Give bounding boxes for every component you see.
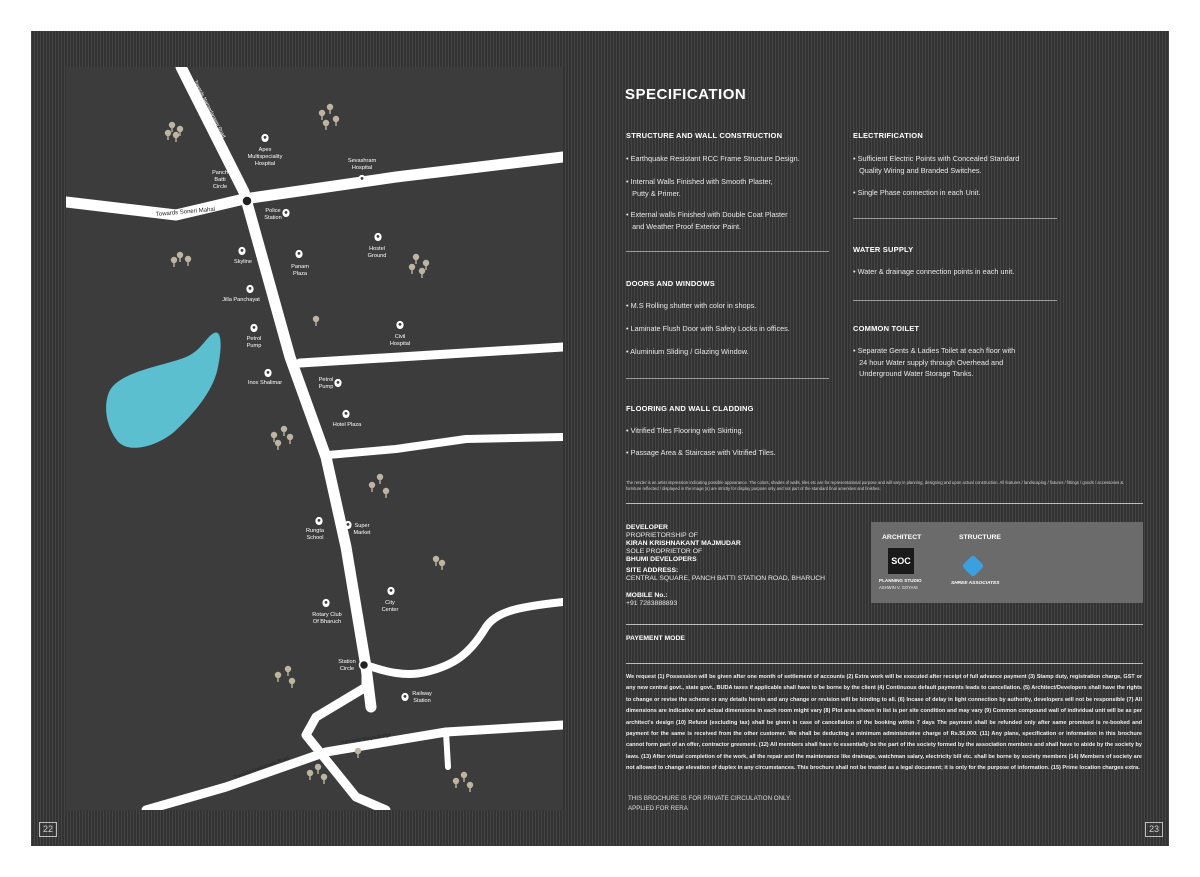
lake	[106, 332, 221, 447]
structure-label: STRUCTURE	[959, 534, 1001, 541]
toilet-heading: COMMON TOILET	[853, 324, 920, 333]
pin-petrol-2	[334, 379, 341, 387]
short-road-1	[446, 732, 448, 767]
label-petrol-pump-1: Petrol Pump	[246, 336, 262, 349]
payment-title: PAYEMENT MODE	[626, 635, 685, 642]
pin-hostel	[374, 233, 381, 241]
hotel-road	[328, 437, 563, 455]
mobile-number: +91 7283888893	[626, 600, 678, 607]
structure-item-2: • Internal Walls Finished with Smooth Plaster, Putty & Primer.	[626, 177, 773, 198]
developer-line2: SOLE PROPRIETOR OF	[626, 548, 703, 555]
structure-heading: STRUCTURE AND WALL CONSTRUCTION	[626, 131, 783, 140]
label-panch-batti: Panch Batti Circle	[212, 170, 228, 190]
map-drawing	[66, 67, 563, 810]
developer-name1: KIRAN KRISHNAKANT MAJMUDAR	[626, 540, 741, 547]
page-number-right: 23	[1145, 822, 1163, 837]
electrification-item-2: • Single Phase connection in each Unit.	[853, 188, 981, 197]
mobile-label: MOBILE No.:	[626, 592, 668, 599]
pin-hotel	[342, 410, 349, 418]
label-railway-station: Railway Station	[412, 691, 432, 704]
doors-heading: DOORS AND WINDOWS	[626, 279, 715, 288]
site-address: CENTRAL SQUARE, PANCH BATTI STATION ROAD, BHARUCH	[626, 575, 826, 582]
divider	[853, 300, 1057, 301]
civil-road	[300, 347, 563, 363]
developer-line1: PROPRIETORSHIP OF	[626, 532, 698, 539]
label-city-center: City Center	[381, 600, 399, 613]
architect-label: ARCHITECT	[882, 534, 922, 541]
divider	[626, 503, 1143, 504]
flooring-item-2: • Passage Area & Staircase with Vitrified Tiles.	[626, 448, 776, 457]
developer-block	[626, 524, 866, 608]
label-police-station: Police Station	[264, 208, 282, 221]
page-number-left: 22	[39, 822, 57, 837]
pin-police	[282, 209, 289, 217]
label-panam-plaza: Panam Plaza	[291, 264, 309, 277]
doors-item-3: • Aluminium Sliding / Glazing Window.	[626, 347, 749, 356]
label-skyline: Skyline	[233, 259, 253, 265]
station-circle	[360, 661, 369, 670]
label-petrol-pump-2: Petrol Pump	[318, 377, 334, 390]
label-station-circle: Station Circle	[338, 659, 356, 672]
spec-title: SPECIFICATION	[625, 86, 747, 103]
water-item-1: • Water & drainage connection points in each unit.	[853, 267, 1015, 276]
footer-line1: THIS BROCHURE IS FOR PRIVATE CIRCULATION ONLY.	[628, 795, 792, 802]
label-narmada-bridge: Narmada Maiya Bridge	[340, 732, 392, 746]
divider	[853, 218, 1057, 219]
divider	[626, 624, 1143, 625]
pin-city	[387, 587, 394, 595]
label-towards-narmadanagar: Towards Narmadanagar Road	[192, 79, 226, 139]
pin-jilla	[246, 285, 253, 293]
divider	[626, 378, 829, 379]
studio-name: PLANNING STUDIO	[879, 578, 922, 583]
label-hostel-ground: Hostel Ground	[367, 246, 387, 259]
pin-apex	[261, 134, 268, 142]
architect-person: ASHWIN V. GOYANI	[879, 585, 918, 590]
label-apex: Apex Multispeciality Hospital	[247, 147, 283, 167]
label-rotary-club: Rotary Club Of Bharuch	[312, 612, 342, 625]
payment-terms: We request (1) Possession will be given after one month of settlement of accounts (2) Extra work will be executed after receipt of full advance payment (3) Stamp duty, registration charge, GST or any new central govt., state govt., BUDA taxes if applicable shall have to be borne by the client (4) Continuous default payments leads to cancellation. (5) Architect/Developers shall have the rights to change or revise the scheme or any details herein and any change or revision will be binding to all. (6) Incase of delay in light connection by authority, developers will not be responsible (7) All dimensions are indicative and actual dimensions in each room might vary (8) Plot area shown in list is per site condition and may vary (9) Common compound wall of individual unit will be as per architect's design (10) Refund (excluding tax) shall be given in case of cancellation of the booking within 7 days The payment shall be refunded only after same promised is re-booked and payment for the same is received from the other customer. We shall be deducting a minimum administrative charge of Rs.50,000. (11) Any plans, specification or information in this brochure cannot form part of an offer, contractor greement. (12) All members shall have to essentially be the part of the society formed by the association members and shall have to abide by the society by laws. (13) After virtual completion of the work, all the repair and the maintenance like drainage, watchman salary, electricity bill etc. shall be borne by society members (14) Members of society are not allowed to change elevation of duplex in any circumstances. This brochure shall not be treated as a legal document; it is only for the purpose of information. (15) Prime location charges extra.	[626, 674, 1142, 772]
shree-associates: SHREE ASSOCIATES	[951, 581, 1000, 586]
footer-line2: APPLIED FOR RERA	[628, 805, 688, 812]
site-label: SITE ADDRESS:	[626, 567, 679, 574]
developer-label: DEVELOPER	[626, 524, 668, 531]
pin-civil	[396, 321, 403, 329]
architect-box	[871, 522, 1143, 603]
flooring-heading: FLOORING AND WALL CLADDING	[626, 404, 754, 413]
render-disclaimer: The render is an artist impression indicating possible appearance. The colors, shades of walls, tiles etc are for representational purpose and will vary in planning, designing and upon actual construction. All features / landscaping / fixtures / fittings / goods / accessories & furniture reflected / displayed in the image (s) are strictly for display purpose only and not part of the standard final amenities and finishes.	[626, 480, 1124, 491]
pin-petrol-1	[250, 324, 257, 332]
pin-skyline	[238, 247, 245, 255]
structure-item-3: • External walls Finished with Double Coat Plaster and Weather Proof Exterior Paint.	[626, 210, 788, 231]
pin-panam	[295, 250, 302, 258]
panch-batti-circle	[242, 196, 252, 206]
label-hotel-plaza: Hotel Plaza	[332, 422, 362, 428]
soc-logo: SOC	[888, 548, 914, 574]
pin-super	[344, 521, 351, 529]
water-heading: WATER SUPPLY	[853, 245, 914, 254]
pin-railway	[401, 693, 408, 701]
label-sevashram: Sevashram Hospital	[347, 158, 377, 171]
label-rungta-school: Rungta School	[305, 528, 325, 541]
label-towards-soneri: Towards Soneri Mahal	[155, 206, 216, 218]
pin-rungta	[315, 517, 322, 525]
structure-item-1: • Earthquake Resistant RCC Frame Structure Design.	[626, 154, 800, 163]
pin-inox	[264, 369, 271, 377]
pin-rotary	[322, 599, 329, 607]
label-towards-ankleshwar: Towards Ankleshwar Road	[232, 755, 291, 781]
divider	[626, 251, 829, 252]
label-super-market: Super Market	[353, 523, 371, 536]
electrification-item-1: • Sufficient Electric Points with Concealed Standard Quality Wiring and Branded Switches.	[853, 154, 1020, 175]
electrification-heading: ELECTRIFICATION	[853, 131, 923, 140]
label-civil-hospital: Civil Hospital	[389, 334, 411, 347]
label-jilla-panchayat: Jilla Panchayat	[222, 297, 260, 303]
divider	[626, 663, 1143, 664]
toilet-item-1: • Separate Gents & Ladies Toilet at each floor with 24 hour Water supply through Overhead and Underground Water Storage Tanks.	[853, 346, 1016, 378]
label-inox: Inox Shalimar	[247, 380, 283, 386]
soneri-road	[66, 157, 563, 215]
shree-logo-icon	[962, 555, 985, 578]
location-map	[66, 67, 563, 810]
doors-item-2: • Laminate Flush Door with Safety Locks in offices.	[626, 324, 790, 333]
developer-name2: BHUMI DEVELOPERS	[626, 556, 697, 563]
pin-sevashram	[358, 175, 365, 183]
doors-item-1: • M.S Rolling shutter with color in shops.	[626, 301, 757, 310]
flooring-item-1: • Vitrified Tiles Flooring with Skirting.	[626, 426, 744, 435]
